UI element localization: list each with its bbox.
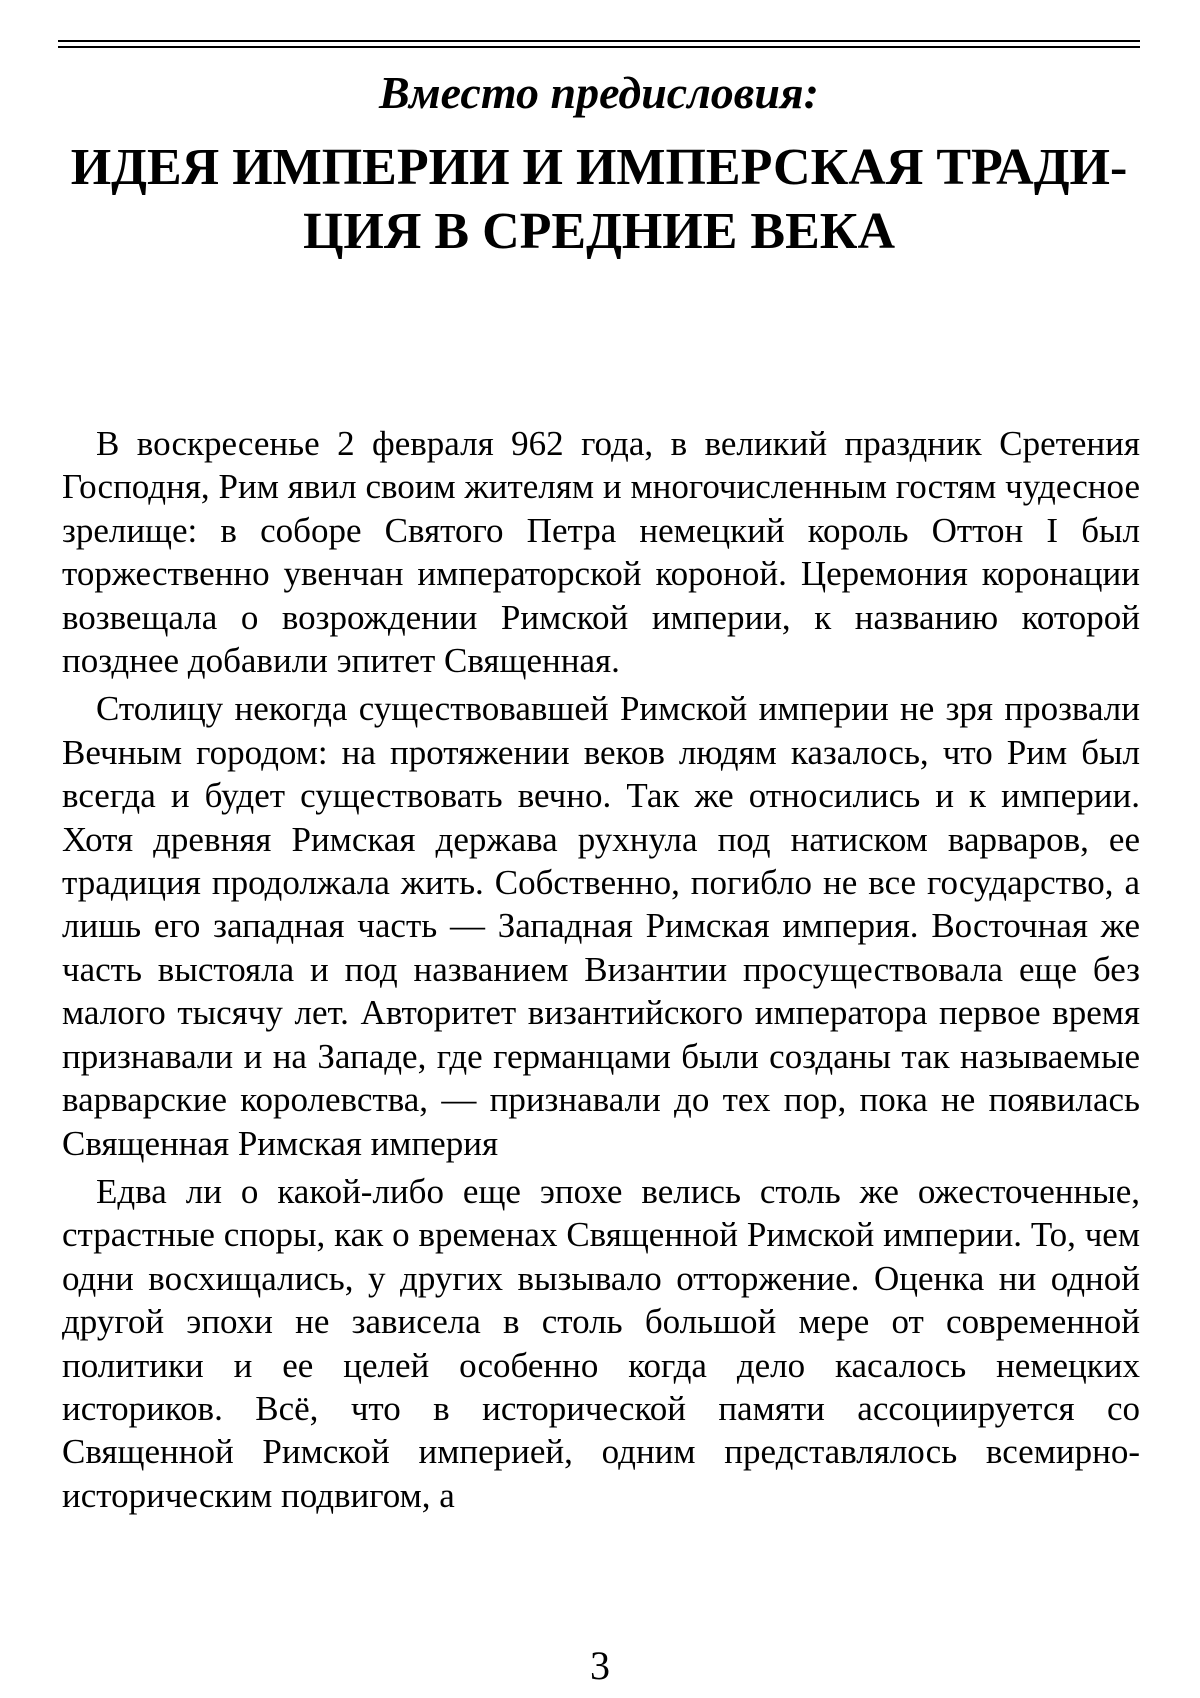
page-number: 3	[0, 1642, 1200, 1690]
chapter-kicker: Вместо предисловия:	[58, 66, 1140, 120]
body-text	[62, 422, 1140, 1522]
paragraph-2: Столицу некогда существовавшей Римской империи не зря прозвали Вечным городом: на протяжении веков людям казалось, что Рим был всегда и будет существовать вечно. Так же относились и к империи. Хотя древняя Римская держава рухнула под натиском варваров, ее традиция продолжала жить. Собственно, погибло не все государство, а лишь его западная часть — Западная Римская империя. Восточная же часть выстояла и под названием Византии просуществовала еще без малого тысячу лет. Авторитет византийского императора первое время признавали и на Западе, где германцами были созданы так называемые варварские королевства, — признавали до тех пор, пока не появилась Священная Римская империя	[62, 687, 1140, 1164]
chapter-title	[58, 136, 1140, 264]
paragraph-1: В воскресенье 2 февраля 962 года, в великий праздник Сретения Господня, Рим явил своим жителям и многочисленным гостям чудесное зрелище: в соборе Святого Петра немецкий король Оттон I был торжественно увенчан императорской короной. Церемония коронации возвещала о возрождении Римской империи, к названию которой позднее добавили эпитет Священная.	[62, 422, 1140, 682]
chapter-title-line-1: ИДЕЯ ИМПЕРИИ И ИМПЕРСКАЯ ТРАДИ-	[71, 139, 1128, 196]
chapter-title-line-2: ЦИЯ В СРЕДНИЕ ВЕКА	[303, 203, 895, 260]
book-page	[0, 0, 1200, 1698]
header-rule-thin	[58, 46, 1140, 48]
paragraph-3: Едва ли о какой-либо еще эпохе велись столь же ожесточенные, страстные споры, как о временах Священной Римской империи. То, чем одни восхищались, у других вызывало отторжение. Оценка ни одной другой эпохи не зависела в столь большой мере от современной политики и ее целей особенно когда дело касалось немецких историков. Всё, что в исторической памяти ассоциируется со Священной Римской империей, одним представлялось всемирно-историческим подвигом, а	[62, 1170, 1140, 1517]
header-rule-thick	[58, 40, 1140, 42]
